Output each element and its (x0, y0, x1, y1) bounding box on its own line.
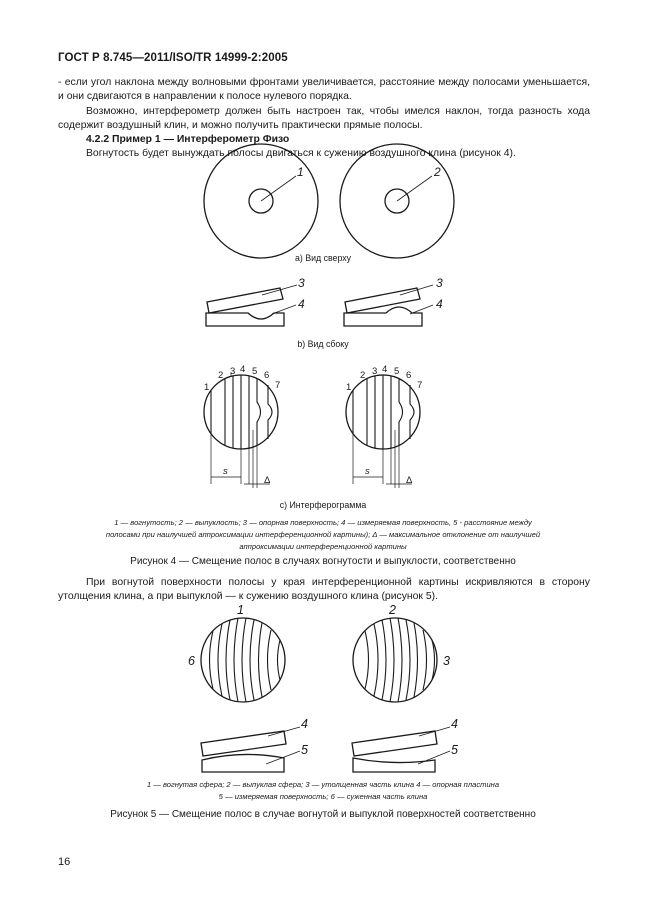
fringe-num-1-right: 1 (346, 382, 352, 393)
fig4-caption: Рисунок 4 — Смещение полос в случаях вогнутости и выпуклости, соответственно (130, 556, 516, 567)
document-header: ГОСТ Р 8.745—2011/ISO/TR 14999-2:2005 (58, 52, 288, 64)
fringe-num-4-left: 4 (240, 364, 246, 375)
fig5-label-5-left: 5 (301, 743, 308, 757)
sphere-concave (201, 618, 285, 702)
spacing-s-left: s (223, 466, 228, 477)
fig4-legend-line-3: аппроксимации интерференционной картины (239, 542, 407, 551)
fig4-label-1: 1 (297, 165, 304, 179)
fig5-label-6: 6 (188, 654, 195, 668)
fringe-num-4-right: 4 (382, 364, 388, 375)
fig4-label-4-right: 4 (436, 297, 443, 311)
section-heading: 4.2.2 Пример 1 — Интерферометр Физо (86, 134, 290, 145)
fig4-subcaption-c: с) Интерферограмма (279, 500, 367, 510)
fig5-legend-line-2: 5 — измеряемая поверхность; 6 — суженная часть клина (218, 792, 428, 801)
paragraph-2: Возможно, интерферометр должен быть настроен так, чтобы имелся наклон, тогда разность хода содержит воздушный клин, и можно получить практически прямые полосы. (58, 106, 590, 132)
fig5-label-1: 1 (237, 603, 244, 617)
fig5-legend (40, 779, 606, 803)
reference-surface-left (207, 288, 283, 313)
fig4-legend-line-1: 1 — вогнутость; 2 — выпуклость; 3 — опорная поверхность; 4 — измеряемая поверхность, 5 - расстояние между (114, 518, 532, 527)
delta-right: Δ (406, 475, 413, 486)
sphere-convex (353, 618, 437, 702)
fig5-label-5-right: 5 (451, 743, 458, 757)
fringe-num-5-right: 5 (394, 366, 400, 377)
reference-surface-right (345, 288, 420, 313)
fringe-num-1-left: 1 (204, 382, 210, 393)
fringe-num-3-right: 3 (372, 366, 378, 377)
paragraph-4: При вогнутой поверхности полосы у края интерференционной картины искривляются в сторону утолщения клина, а при выпуклой — к сужению воздушного клина (рисунок 5). (58, 577, 590, 603)
fig4-subcaption-a: а) Вид сверху (294, 253, 352, 263)
fig5-label-2: 2 (389, 603, 396, 617)
fig4-label-2: 2 (434, 165, 441, 179)
fringe-num-2-left: 2 (218, 370, 224, 381)
fringe-num-7-left: 7 (275, 380, 281, 391)
paragraph-3: Вогнутость будет вынуждать полосы двигаться к сужению воздушного клина (рисунок 4). (86, 148, 516, 159)
fringe-num-7-right: 7 (417, 380, 423, 391)
fig5-legend-line-1: 1 — вогнутая сфера; 2 — выпуклая сфера; 3 — утолщенная часть клина 4 — опорная пластина (146, 780, 500, 789)
fig4-label-3-right: 3 (436, 276, 443, 290)
fig5-caption: Рисунок 5 — Смещение полос в случае вогнутой и выпуклой поверхностей соответственно (110, 809, 536, 820)
measured-surface-left (202, 754, 284, 772)
fig5-label-3: 3 (443, 654, 450, 668)
fringe-num-5-left: 5 (252, 366, 258, 377)
fringe-num-6-right: 6 (406, 370, 412, 381)
fig4-subcaption-b: b) Вид сбоку (297, 339, 349, 349)
measured-surface-concave (206, 313, 284, 326)
fig4-label-3-left: 3 (298, 276, 305, 290)
fig5-label-4-left: 4 (301, 717, 308, 731)
fig4-legend-line-2: полосами при наилучшей аппроксимации интерференционной картины); Δ — максимальное отклонение от наилучшей (105, 530, 541, 539)
fig4-label-4-left: 4 (298, 297, 305, 311)
measured-surface-right (353, 758, 435, 772)
fringe-num-2-right: 2 (360, 370, 366, 381)
paragraph-1: - если угол наклона между волновыми фронтами увеличивается, расстояние между полосами уменьшается, и они сдвигаются в направлении к полосе нулевого порядка. (58, 77, 590, 103)
spacing-s-right: s (365, 466, 370, 477)
fig5-label-4-right: 4 (451, 717, 458, 731)
fringe-num-6-left: 6 (264, 370, 270, 381)
page-number: 16 (58, 856, 71, 868)
fringe-num-3-left: 3 (230, 366, 236, 377)
measured-surface-convex (344, 307, 422, 326)
fig4-legend (40, 517, 606, 553)
delta-left: Δ (264, 475, 271, 486)
